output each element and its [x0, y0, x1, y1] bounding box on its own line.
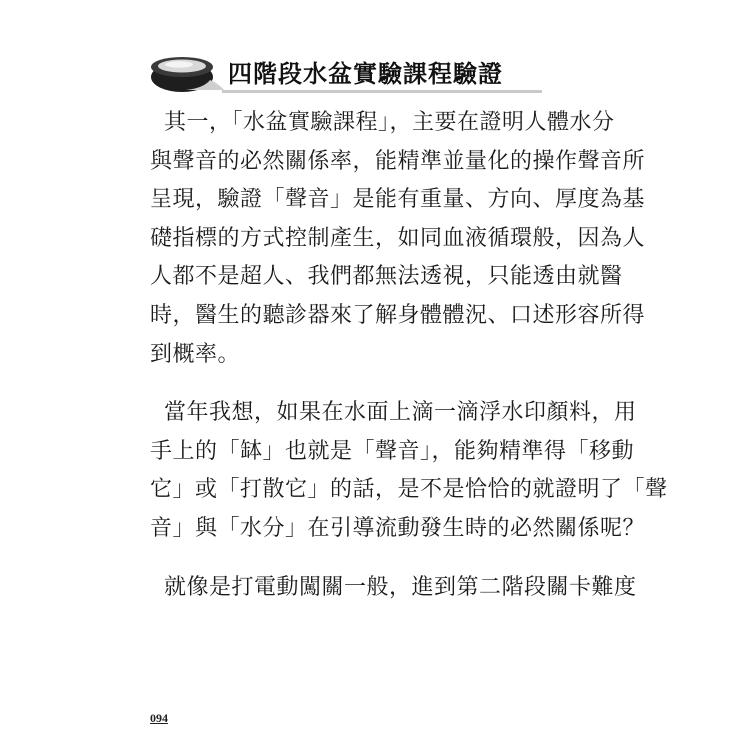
page-number: 094 — [150, 711, 168, 725]
paragraph-2 — [150, 394, 668, 548]
text-line: 其一，「水盆實驗課程」，主要在證明人體水分 — [164, 110, 615, 135]
section-title: 四階段水盆實驗課程驗證 — [228, 60, 503, 88]
text-line: 到概率。 — [150, 341, 241, 367]
title-underline — [222, 90, 542, 93]
text-line: 當年我想，如果在水面上滴一滴浮水印顏料，用 — [164, 400, 637, 426]
bowl-icon — [146, 50, 224, 94]
paragraph-3 — [150, 569, 637, 608]
text-line: 就像是打電動闖關一般，進到第二階段關卡難度 — [164, 574, 637, 600]
body-text — [150, 104, 668, 627]
text-line: 時，醫生的聽診器來了解身體體況、口述形容所得 — [150, 302, 646, 328]
text-line: 人都不是超人、我們都無法透視，只能透由就醫 — [150, 264, 623, 290]
section-header — [146, 48, 606, 98]
text-line: 音」與「水分」在引導流動發生時的必然關係呢？ — [150, 515, 646, 541]
text-line: 與聲音的必然關係率，能精準並量化的操作聲音所 — [150, 148, 646, 174]
text-line: 它」或「打散它」的話，是不是恰恰的就證明了「聲 — [150, 477, 668, 503]
text-line: 手上的「缽」也就是「聲音」，能夠精準得「移動 — [150, 438, 635, 464]
paragraph-1 — [150, 104, 646, 374]
text-line: 呈現，驗證「聲音」是能有重量、方向、厚度為基 — [150, 187, 646, 213]
text-line: 礎指標的方式控制產生，如同血液循環般，因為人 — [150, 225, 646, 251]
